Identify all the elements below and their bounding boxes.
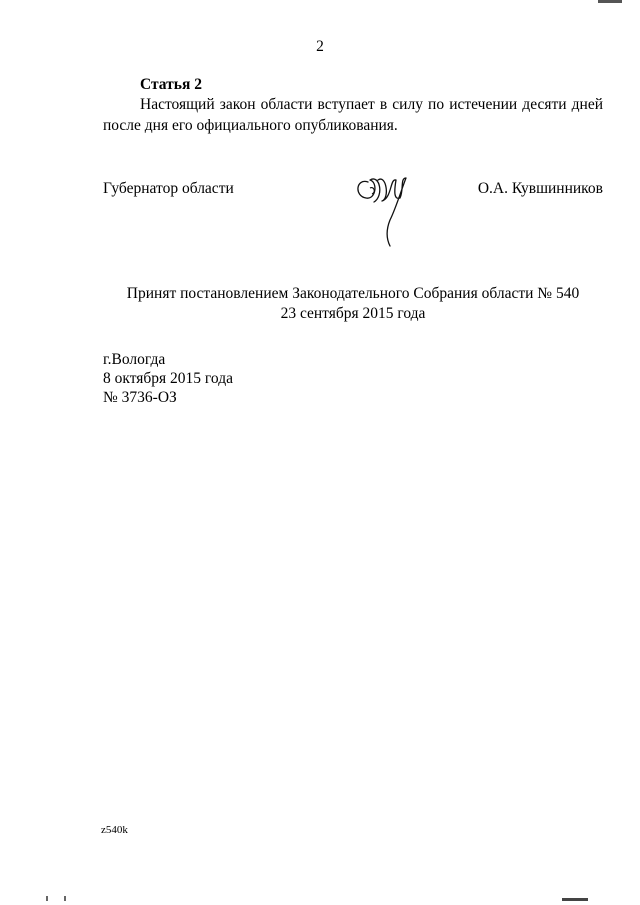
footer-code: z540k — [101, 824, 128, 836]
handwritten-signature — [350, 168, 420, 248]
scan-mark-bottom-left — [46, 896, 48, 901]
adoption-line-2: 23 сентября 2015 года — [280, 305, 426, 322]
adoption-note — [0, 284, 640, 324]
city: г.Вологда — [103, 351, 166, 368]
page-number: 2 — [316, 38, 324, 55]
law-number: № 3736-ОЗ — [103, 389, 177, 406]
scan-mark-top — [598, 0, 622, 3]
place-date-block — [103, 350, 233, 407]
governor-name: О.А. Кувшинников — [477, 180, 603, 197]
scan-mark-bottom-left-2 — [64, 896, 66, 901]
signing-date: 8 октября 2015 года — [103, 370, 233, 387]
scan-mark-bottom-right — [562, 898, 588, 901]
article-title: Статья 2 — [140, 76, 202, 93]
article-body: Настоящий закон области вступает в силу по истечении десяти дней после дня его официального опубликования. — [103, 96, 603, 134]
adoption-line-1: Принят постановлением Законодательного Собрания области № 540 — [126, 285, 580, 302]
governor-title: Губернатор области — [103, 180, 234, 197]
